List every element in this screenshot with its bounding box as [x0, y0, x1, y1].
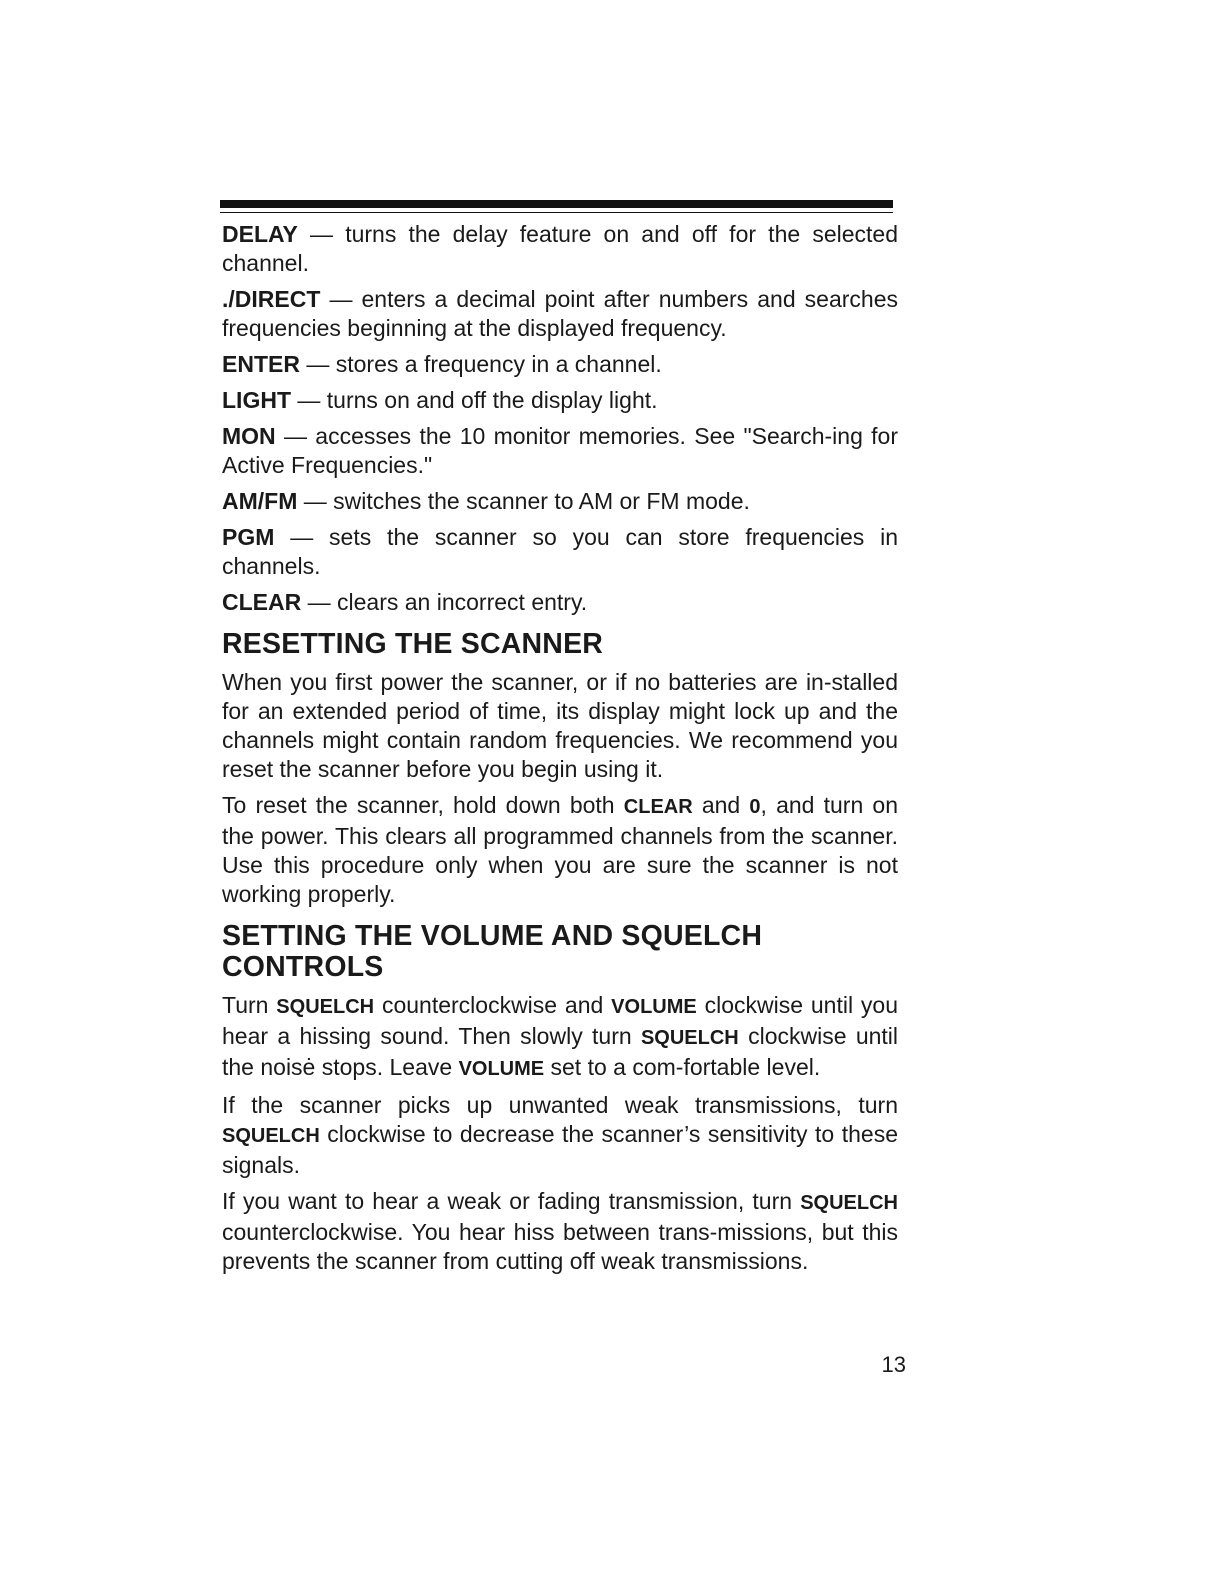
key-squelch: SQUELCH: [222, 1125, 320, 1147]
key-squelch: SQUELCH: [276, 996, 375, 1018]
key-volume: VOLUME: [458, 1058, 545, 1080]
definition-pgm: PGM — sets the scanner so you can store frequencies in channels.: [222, 524, 898, 579]
definition-text: clears an incorrect entry.: [337, 589, 588, 615]
definition-enter: ENTER — stores a frequency in a channel.: [222, 351, 662, 377]
key-volume: VOLUME: [611, 996, 697, 1018]
definition-clear: CLEAR — clears an incorrect entry.: [222, 589, 588, 615]
definition-term: ./DIRECT: [222, 286, 321, 312]
key-squelch: SQUELCH: [640, 1027, 739, 1049]
definition-mon: MON — accesses the 10 monitor memories. See "Search-ing for Active Frequencies.": [222, 423, 898, 478]
reset-paragraph-1: When you first power the scanner, or if no batteries are in-stalled for an extended period of time, its display might lock up and the channels might contain random frequencies. We recommend you reset the scanner before you begin using it.: [222, 669, 898, 782]
definition-term: LIGHT: [222, 387, 291, 413]
definition-term: AM/FM: [222, 488, 298, 514]
volume-paragraph-1: Turn SQUELCH counterclockwise and VOLUME clockwise until you hear a hissing sound. Then slowly turn SQUELCH clockwise until the noisė stops. Leave VOLUME set to a com-fortable level.: [222, 992, 899, 1080]
definition-term: ENTER: [222, 351, 300, 377]
reset-heading: RESETTING THE SCANNER: [222, 628, 604, 660]
definition-text: turns the delay feature on and off for the selected channel.: [222, 221, 898, 276]
header-rule-thick: [220, 200, 893, 208]
definition-text: enters a decimal point after numbers and searches frequencies beginning at the displayed frequency.: [222, 286, 898, 341]
definition-term: DELAY: [222, 221, 298, 247]
definition-text: sets the scanner so you can store frequencies in channels.: [222, 524, 898, 579]
definition-term: PGM: [222, 524, 275, 550]
definition-term: MON: [222, 423, 276, 449]
volume-paragraph-2: If the scanner picks up unwanted weak transmissions, turn SQUELCH clockwise to decrease the scanner’s sensitivity to these signals.: [222, 1092, 898, 1178]
definition-delay: DELAY — turns the delay feature on and off for the selected channel.: [222, 221, 898, 276]
reset-paragraph-2: To reset the scanner, hold down both CLEAR and 0, and turn on the power. This clears all programmed channels from the scanner. Use this procedure only when you are sure the scanner is not working properly.: [222, 792, 899, 907]
definition-text: accesses the 10 monitor memories. See "Search-ing for Active Frequencies.": [222, 423, 898, 478]
volume-paragraph-3: If you want to hear a weak or fading transmission, turn SQUELCH counterclockwise. You hear hiss between trans-missions, but this prevents the scanner from cutting off weak transmissions.: [222, 1188, 898, 1274]
header-rule-thin: [220, 212, 893, 213]
definition-light: LIGHT — turns on and off the display light.: [222, 387, 658, 413]
page-number: 13: [881, 1352, 906, 1377]
definition-direct: ./DIRECT — enters a decimal point after numbers and searches frequencies beginning at the displayed frequency.: [222, 286, 898, 341]
definition-text: stores a frequency in a channel.: [335, 351, 662, 377]
page-content: [222, 220, 898, 1283]
key-clear: CLEAR: [623, 796, 693, 818]
definition-text: turns on and off the display light.: [326, 387, 658, 413]
key-squelch: SQUELCH: [800, 1192, 898, 1214]
definition-text: switches the scanner to AM or FM mode.: [333, 488, 750, 514]
definition-term: CLEAR: [222, 589, 302, 615]
volume-heading: SETTING THE VOLUME AND SQUELCH CONTROLS: [222, 920, 763, 983]
definition-amfm: AM/FM — switches the scanner to AM or FM mode.: [222, 488, 750, 514]
key-zero: 0: [749, 796, 761, 818]
